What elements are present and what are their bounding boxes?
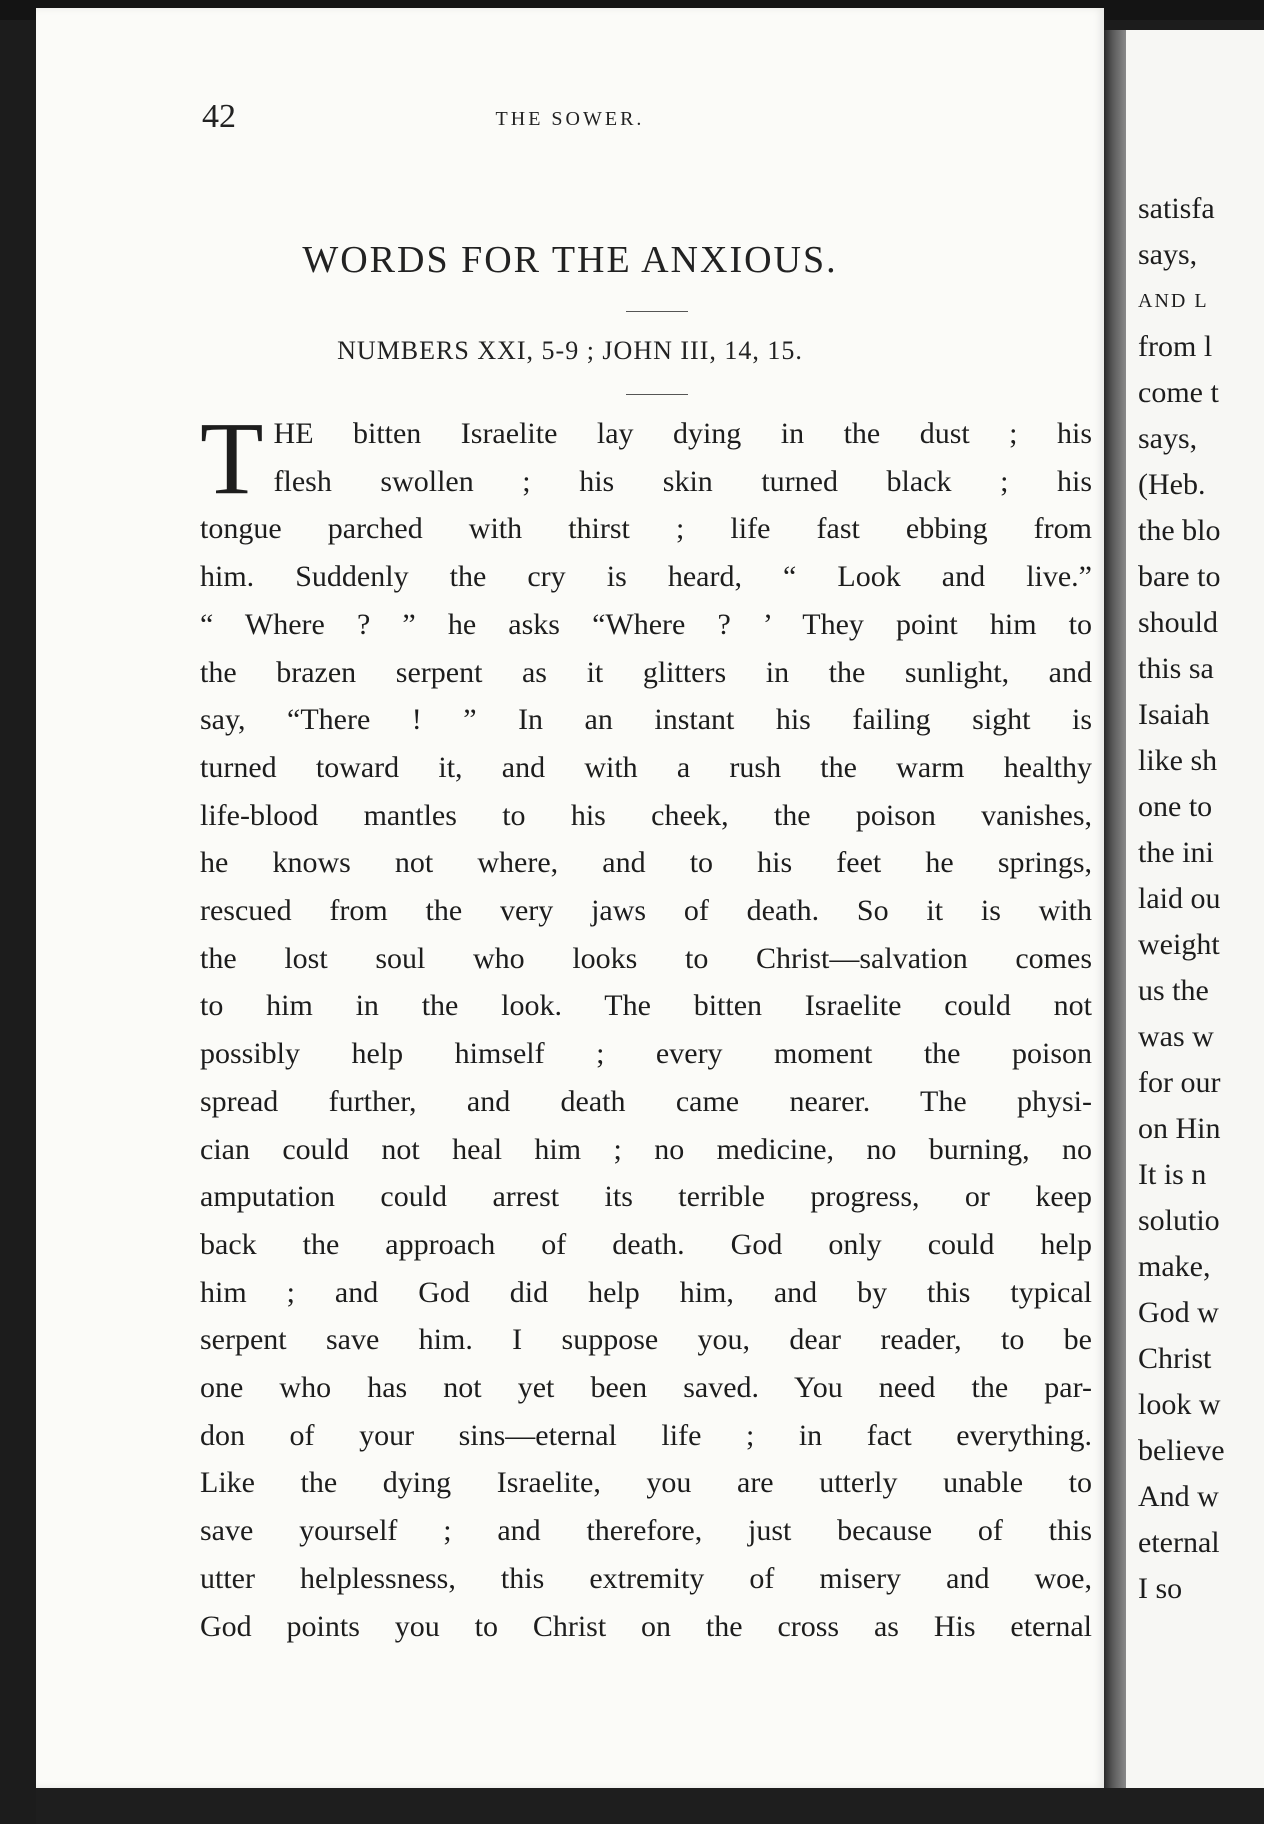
body-line: serpent save him. I suppose you, dear reader, to be [200, 1323, 1092, 1357]
facing-line: says, [1138, 422, 1198, 455]
facing-line: should [1138, 606, 1219, 639]
body-line: one who has not yet been saved. You need the par- [200, 1371, 1092, 1405]
facing-line: satisfa [1138, 192, 1215, 225]
body-line: him ; and God did help him, and by this typical [200, 1275, 1092, 1309]
facing-line: like sh [1138, 744, 1218, 777]
reference-rule [626, 394, 688, 395]
body-line: the brazen serpent as it glitters in the sunlight, and [200, 655, 1092, 689]
body-line: Like the dying Israelite, you are utterly unable to [200, 1466, 1092, 1500]
running-head: THE SOWER. [495, 108, 645, 130]
body-line: don of your sins—eternal life ; in fact everything. [200, 1418, 1092, 1452]
facing-line: one to [1138, 790, 1213, 823]
scan-bottom-edge [36, 1788, 1264, 1824]
body-line: life-blood mantles to his cheek, the poison vanishes, [200, 798, 1092, 832]
facing-line: (Heb. [1138, 468, 1206, 501]
facing-line: laid ou [1138, 882, 1221, 915]
body-line: turned toward it, and with a rush the warm healthy [200, 750, 1092, 784]
facing-line: God w [1138, 1296, 1219, 1329]
body-line: rescued from the very jaws of death. So it is with [200, 894, 1092, 928]
facing-line: weight [1138, 928, 1220, 961]
facing-line: come t [1138, 376, 1219, 409]
facing-line: the ini [1138, 836, 1214, 869]
facing-line: eternal [1138, 1526, 1220, 1559]
facing-line: bare to [1138, 560, 1221, 593]
facing-line: this sa [1138, 652, 1214, 685]
body-line: cian could not heal him ; no medicine, no burning, no [200, 1132, 1092, 1166]
facing-line: look w [1138, 1388, 1221, 1421]
body-line: him. Suddenly the cry is heard, “ Look and live.” [200, 560, 1092, 594]
facing-line: from l [1138, 330, 1213, 363]
facing-line: says, [1138, 238, 1198, 271]
scripture-reference: NUMBERS XXI, 5-9 ; JOHN III, 14, 15. [337, 336, 803, 365]
facing-line: make, [1138, 1250, 1211, 1283]
body-line: “ Where ? ” he asks “Where ? ’ They point him to [200, 607, 1092, 641]
body-line: spread further, and death came nearer. The physi- [200, 1084, 1092, 1118]
article-title: WORDS FOR THE ANXIOUS. [302, 239, 838, 281]
facing-line: Christ [1138, 1342, 1212, 1375]
body-line: he knows not where, and to his feet he springs, [200, 846, 1092, 880]
facing-line: was w [1138, 1020, 1214, 1053]
facing-line: And w [1138, 1480, 1219, 1513]
book-gutter [1104, 30, 1126, 1790]
body-line: to him in the look. The bitten Israelite could not [200, 989, 1092, 1023]
page-header [36, 98, 1104, 138]
facing-line: us the [1138, 974, 1209, 1007]
facing-page [1126, 30, 1264, 1790]
page-number: 42 [202, 98, 236, 135]
left-page [36, 8, 1104, 1788]
facing-line: solutio [1138, 1204, 1220, 1237]
body-line: the lost soul who looks to Christ—salvation comes [200, 941, 1092, 975]
body-line: flesh swollen ; his skin turned black ; his [273, 464, 1092, 498]
body-line: tongue parched with thirst ; life fast ebbing from [200, 512, 1092, 546]
body-line: possibly help himself ; every moment the poison [200, 1037, 1092, 1071]
facing-line: on Hin [1138, 1112, 1221, 1145]
body-line: HE bitten Israelite lay dying in the dust ; his [273, 417, 1092, 450]
facing-line: Isaiah [1138, 698, 1210, 731]
title-rule [626, 311, 688, 312]
facing-line: AND L [1138, 290, 1209, 312]
body-line: amputation could arrest its terrible progress, or keep [200, 1180, 1092, 1214]
body-line: God points you to Christ on the cross as His eternal [200, 1609, 1092, 1643]
facing-line: It is n [1138, 1158, 1207, 1191]
article-body [200, 401, 1092, 1650]
facing-line: I so [1138, 1572, 1183, 1605]
facing-line: for our [1138, 1066, 1221, 1099]
drop-cap: T [200, 401, 264, 516]
body-line: say, “There ! ” In an instant his failing sight is [200, 703, 1092, 737]
body-line: save yourself ; and therefore, just because of this [200, 1514, 1092, 1548]
body-line: back the approach of death. God only could help [200, 1227, 1092, 1261]
body-line: utter helplessness, this extremity of misery and woe, [200, 1561, 1092, 1595]
facing-line: the blo [1138, 514, 1221, 547]
facing-line: believe [1138, 1434, 1225, 1467]
facing-page-text [1138, 186, 1264, 1612]
